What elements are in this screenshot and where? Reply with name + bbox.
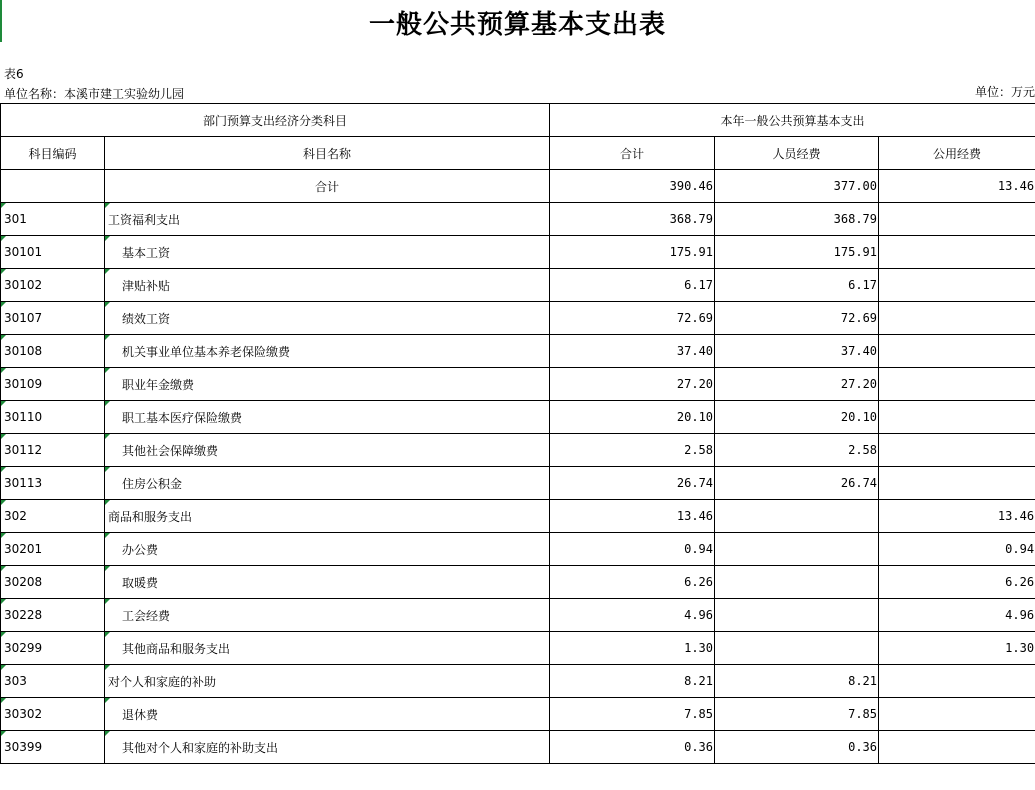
unit-label: 单位：万元	[974, 85, 1035, 99]
row-code: 30101	[1, 236, 105, 269]
row-code: 30399	[1, 731, 105, 764]
row-public	[879, 401, 1035, 434]
row-code: 30113	[1, 467, 105, 500]
table-row	[1, 533, 1035, 566]
table-row	[1, 599, 1035, 632]
row-public: 0.94	[879, 533, 1035, 566]
row-code: 302	[1, 500, 105, 533]
table-row	[1, 467, 1035, 500]
row-total: 0.94	[550, 533, 715, 566]
header-group-left: 部门预算支出经济分类科目	[1, 104, 550, 137]
row-personnel: 7.85	[715, 698, 879, 731]
row-personnel: 6.17	[715, 269, 879, 302]
row-personnel: 20.10	[715, 401, 879, 434]
table-row	[1, 500, 1035, 533]
row-total: 26.74	[550, 467, 715, 500]
row-name: 其他对个人和家庭的补助支出	[105, 731, 550, 764]
row-code: 30109	[1, 368, 105, 401]
row-public: 6.26	[879, 566, 1035, 599]
row-name: 住房公积金	[105, 467, 550, 500]
row-name: 对个人和家庭的补助	[105, 665, 550, 698]
row-name: 机关事业单位基本养老保险缴费	[105, 335, 550, 368]
row-personnel: 175.91	[715, 236, 879, 269]
header-name: 科目名称	[105, 137, 550, 170]
row-public	[879, 203, 1035, 236]
row-name: 职业年金缴费	[105, 368, 550, 401]
row-total: 13.46	[550, 500, 715, 533]
row-total: 72.69	[550, 302, 715, 335]
row-public: 4.96	[879, 599, 1035, 632]
table-row	[1, 269, 1035, 302]
header-group-right: 本年一般公共预算基本支出	[550, 104, 1035, 137]
row-code: 303	[1, 665, 105, 698]
header-group-row	[1, 104, 1035, 137]
row-public	[879, 269, 1035, 302]
total-code	[1, 170, 105, 203]
row-total: 6.26	[550, 566, 715, 599]
budget-table	[0, 103, 1035, 764]
row-public	[879, 467, 1035, 500]
unit-name: 单位名称：本溪市建工实验幼儿园	[4, 87, 185, 101]
row-total: 1.30	[550, 632, 715, 665]
table-row	[1, 236, 1035, 269]
row-total: 4.96	[550, 599, 715, 632]
row-public	[879, 665, 1035, 698]
header-public: 公用经费	[879, 137, 1035, 170]
table-row	[1, 665, 1035, 698]
row-total: 368.79	[550, 203, 715, 236]
row-code: 30107	[1, 302, 105, 335]
row-total: 7.85	[550, 698, 715, 731]
row-personnel	[715, 632, 879, 665]
row-name: 其他社会保障缴费	[105, 434, 550, 467]
row-public	[879, 731, 1035, 764]
total-personnel: 377.00	[715, 170, 879, 203]
row-public	[879, 434, 1035, 467]
row-total: 37.40	[550, 335, 715, 368]
row-total: 20.10	[550, 401, 715, 434]
row-code: 30228	[1, 599, 105, 632]
row-public	[879, 698, 1035, 731]
row-public	[879, 368, 1035, 401]
table-row	[1, 203, 1035, 236]
row-name: 工会经费	[105, 599, 550, 632]
row-personnel: 72.69	[715, 302, 879, 335]
row-code: 30299	[1, 632, 105, 665]
row-name: 工资福利支出	[105, 203, 550, 236]
row-public	[879, 302, 1035, 335]
row-name: 绩效工资	[105, 302, 550, 335]
row-name: 取暖费	[105, 566, 550, 599]
header-total: 合计	[550, 137, 715, 170]
row-personnel	[715, 566, 879, 599]
row-name: 退休费	[105, 698, 550, 731]
table-row	[1, 434, 1035, 467]
row-total: 175.91	[550, 236, 715, 269]
row-total: 8.21	[550, 665, 715, 698]
row-code: 30112	[1, 434, 105, 467]
row-code: 30108	[1, 335, 105, 368]
total-public: 13.46	[879, 170, 1035, 203]
row-personnel	[715, 500, 879, 533]
row-total: 0.36	[550, 731, 715, 764]
total-amount: 390.46	[550, 170, 715, 203]
row-name: 职工基本医疗保险缴费	[105, 401, 550, 434]
row-public	[879, 236, 1035, 269]
total-label: 合计	[105, 170, 550, 203]
table-row	[1, 632, 1035, 665]
total-row	[1, 170, 1035, 203]
row-personnel	[715, 533, 879, 566]
row-personnel: 0.36	[715, 731, 879, 764]
row-personnel	[715, 599, 879, 632]
row-name: 津贴补贴	[105, 269, 550, 302]
row-total: 27.20	[550, 368, 715, 401]
row-name: 基本工资	[105, 236, 550, 269]
row-personnel: 26.74	[715, 467, 879, 500]
table-row	[1, 698, 1035, 731]
row-name: 办公费	[105, 533, 550, 566]
row-total: 6.17	[550, 269, 715, 302]
row-total: 2.58	[550, 434, 715, 467]
row-public	[879, 335, 1035, 368]
row-public: 13.46	[879, 500, 1035, 533]
row-code: 30208	[1, 566, 105, 599]
row-code: 30302	[1, 698, 105, 731]
header-code: 科目编码	[1, 137, 105, 170]
page-title: 一般公共预算基本支出表	[368, 10, 666, 40]
table-row	[1, 566, 1035, 599]
row-personnel: 8.21	[715, 665, 879, 698]
table-row	[1, 302, 1035, 335]
row-code: 30102	[1, 269, 105, 302]
table-row	[1, 401, 1035, 434]
row-personnel: 368.79	[715, 203, 879, 236]
row-code: 301	[1, 203, 105, 236]
table-number: 表6	[4, 67, 24, 81]
row-code: 30110	[1, 401, 105, 434]
table-row	[1, 368, 1035, 401]
table-body	[1, 203, 1035, 764]
row-public: 1.30	[879, 632, 1035, 665]
row-name: 其他商品和服务支出	[105, 632, 550, 665]
row-personnel: 37.40	[715, 335, 879, 368]
row-name: 商品和服务支出	[105, 500, 550, 533]
header-column-row	[1, 137, 1035, 170]
header-personnel: 人员经费	[715, 137, 879, 170]
table-row	[1, 335, 1035, 368]
row-code: 30201	[1, 533, 105, 566]
table-row	[1, 731, 1035, 764]
row-personnel: 27.20	[715, 368, 879, 401]
row-personnel: 2.58	[715, 434, 879, 467]
